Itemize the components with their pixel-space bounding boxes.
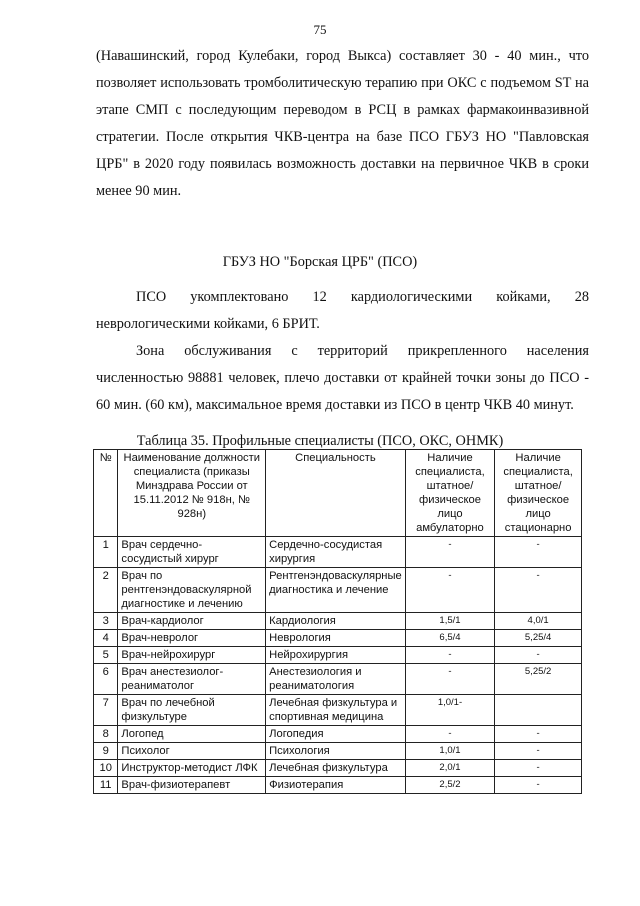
specialists-table <box>93 449 582 794</box>
row-number: 10 <box>94 760 118 777</box>
row-position: Врач по рентгенэндоваскулярной диагностике и лечению <box>118 568 266 613</box>
table-row <box>94 613 582 630</box>
row-position: Инструктор-методист ЛФК <box>118 760 266 777</box>
row-number: 9 <box>94 743 118 760</box>
table-row <box>94 568 582 613</box>
row-number: 5 <box>94 647 118 664</box>
table-row <box>94 664 582 695</box>
row-specialty: Логопедия <box>266 726 406 743</box>
row-specialty: Физиотерапия <box>266 777 406 794</box>
row-specialty: Лечебная физкультура <box>266 760 406 777</box>
table-caption: Таблица 35. Профильные специалисты (ПСО, ОКС, ОНМК) <box>136 433 504 449</box>
table-row <box>94 777 582 794</box>
row-stationary: - <box>495 726 582 743</box>
header-specialty: Специальность <box>266 450 406 537</box>
row-number: 11 <box>94 777 118 794</box>
row-ambulatory: - <box>405 664 494 695</box>
table-row <box>94 695 582 726</box>
row-stationary: - <box>495 743 582 760</box>
row-stationary <box>495 695 582 726</box>
table-row <box>94 630 582 647</box>
row-number: 8 <box>94 726 118 743</box>
row-number: 7 <box>94 695 118 726</box>
row-ambulatory: - <box>405 726 494 743</box>
row-specialty: Нейрохирургия <box>266 647 406 664</box>
row-number: 6 <box>94 664 118 695</box>
row-ambulatory: 1,0/1 <box>405 743 494 760</box>
row-specialty: Лечебная физкультура и спортивная медицина <box>266 695 406 726</box>
paragraph-service-zone: Зона обслуживания с территорий прикрепленного населения численностью 98881 человек, плечо доставки от крайней точки зоны до ПСО - 60 мин. (60 км), максимальное время доставки из ПСО в центр ЧКВ 40 минут. <box>96 343 589 413</box>
row-number: 1 <box>94 537 118 568</box>
row-specialty: Неврология <box>266 630 406 647</box>
row-position: Врач анестезиолог-реаниматолог <box>118 664 266 695</box>
row-stationary: - <box>495 647 582 664</box>
row-stationary: - <box>495 760 582 777</box>
row-position: Врач-невролог <box>118 630 266 647</box>
header-ambulatory: Наличие специалиста, штатное/физическое лицо амбулаторно <box>405 450 494 537</box>
row-position: Врач-физиотерапевт <box>118 777 266 794</box>
row-stationary: - <box>495 568 582 613</box>
row-specialty: Анестезиология и реаниматология <box>266 664 406 695</box>
row-specialty: Кардиология <box>266 613 406 630</box>
row-ambulatory: 6,5/4 <box>405 630 494 647</box>
row-number: 4 <box>94 630 118 647</box>
paragraph-beds: ПСО укомплектовано 12 кардиологическими койками, 28 неврологическими койками, 6 БРИТ. <box>96 289 589 332</box>
row-position: Логопед <box>118 726 266 743</box>
row-specialty: Психология <box>266 743 406 760</box>
row-ambulatory: - <box>405 537 494 568</box>
row-position: Психолог <box>118 743 266 760</box>
row-ambulatory: 1,5/1 <box>405 613 494 630</box>
table-row <box>94 760 582 777</box>
row-ambulatory: - <box>405 647 494 664</box>
row-stationary: 5,25/2 <box>495 664 582 695</box>
row-position: Врач сердечно-сосудистый хирург <box>118 537 266 568</box>
row-position: Врач по лечебной физкультуре <box>118 695 266 726</box>
row-specialty: Сердечно-сосудистая хирургия <box>266 537 406 568</box>
table-row <box>94 743 582 760</box>
table-row <box>94 537 582 568</box>
page-number: 75 <box>313 22 327 37</box>
header-number: № <box>94 450 118 537</box>
table-header-row <box>94 450 582 537</box>
header-position: Наименование должности специалиста (приказы Минздрава России от 15.11.2012 № 918н, № 928н) <box>118 450 266 537</box>
table-row <box>94 647 582 664</box>
row-ambulatory: - <box>405 568 494 613</box>
row-stationary: 4,0/1 <box>495 613 582 630</box>
paragraph-intro: (Навашинский, город Кулебаки, город Выкса) составляет 30 - 40 мин., что позволяет использовать тромболитическую терапию при ОКС с подъемом ST на этапе СМП с последующим переводом в РСЦ в рамках фармакоинвазивной стратегии. После открытия ЧКВ-центра на базе ПСО ГБУЗ НО "Павловская ЦРБ" в 2020 году появилась возможность доставки на первичное ЧКВ в сроки менее 90 мин. <box>96 48 589 199</box>
row-ambulatory: 1,0/1- <box>405 695 494 726</box>
row-stationary: - <box>495 777 582 794</box>
row-number: 2 <box>94 568 118 613</box>
row-stationary: 5,25/4 <box>495 630 582 647</box>
row-position: Врач-нейрохирург <box>118 647 266 664</box>
header-stationary: Наличие специалиста, штатное/физическое лицо стационарно <box>495 450 582 537</box>
row-position: Врач-кардиолог <box>118 613 266 630</box>
table-row <box>94 726 582 743</box>
row-ambulatory: 2,5/2 <box>405 777 494 794</box>
row-number: 3 <box>94 613 118 630</box>
row-specialty: Рентгенэндоваскулярные диагностика и лечение <box>266 568 406 613</box>
row-ambulatory: 2,0/1 <box>405 760 494 777</box>
row-stationary: - <box>495 537 582 568</box>
section-heading: ГБУЗ НО "Борская ЦРБ" (ПСО) <box>222 254 418 270</box>
